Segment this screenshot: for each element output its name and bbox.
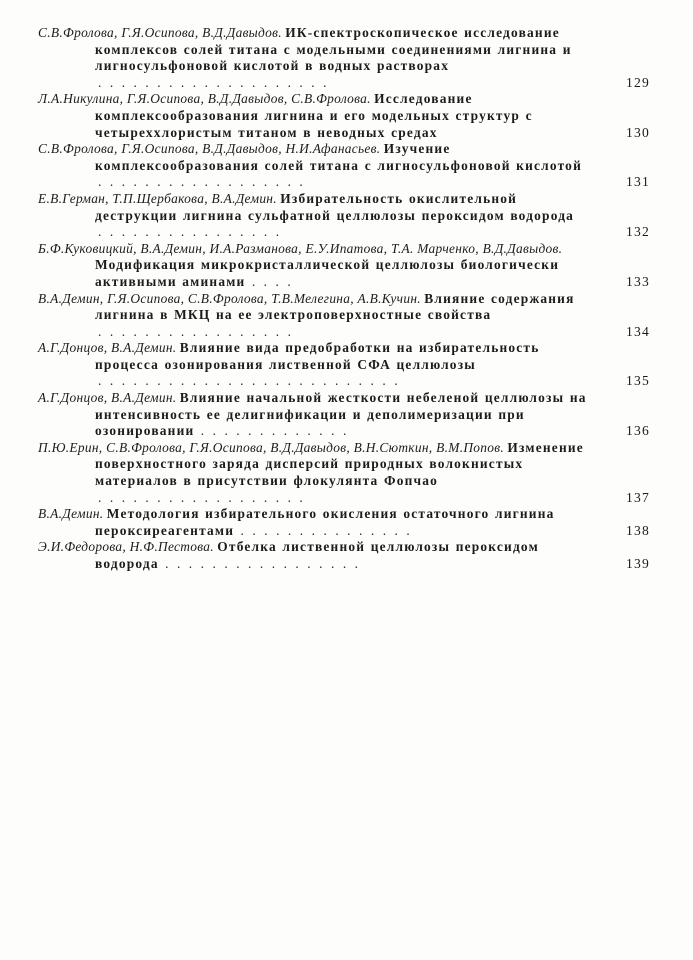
entry-title: Избирательность окислительной деструкции лигнина сульфатной целлюлозы пероксидом водорода <box>95 190 575 223</box>
entry-title: Влияние начальной жесткости небеленой целлюлозы на интенсивность ее делигнификации и деполимеризации при озонировании <box>95 390 587 439</box>
toc-entry <box>38 141 650 191</box>
entry-page-number: 134 <box>626 323 650 339</box>
dot-leader: .......................... <box>98 373 407 389</box>
dot-leader: ............. <box>200 423 355 439</box>
toc-entry <box>38 25 650 91</box>
entry-authors: С.В.Фролова, Г.Я.Осипова, В.Д.Давыдов, Н.И.Афанасьев. <box>38 141 381 157</box>
entry-title: Влияние содержания лигнина в МКЦ на ее электроповерхностные свойства <box>95 290 575 323</box>
entry-title: Модификация микрокристаллической целлюлозы биологически активными аминами <box>95 257 560 289</box>
toc-entry <box>38 506 650 539</box>
entry-authors: С.В.Фролова, Г.Я.Осипова, В.Д.Давыдов. <box>38 25 282 40</box>
toc-entry <box>38 91 650 141</box>
entry-title: Исследование комплексообразования лигнина и его модельных структур с четыреххлористым титаном в неводных средах <box>95 91 533 140</box>
dot-leader: .... <box>251 273 300 289</box>
entry-authors: Б.Ф.Куковицкий, В.А.Демин, И.А.Разманова, Е.У.Ипатова, Т.А. Марченко, В.Д.Давыдов. <box>38 240 563 256</box>
entry-authors: Е.В.Герман, Т.П.Щербакова, В.А.Демин. <box>38 190 277 206</box>
entry-title: Изменение поверхностного заряда дисперсий природных волокнистых материалов в присутствии флокулянта Фопчао <box>95 439 584 489</box>
dot-leader: ................. <box>165 556 367 571</box>
toc-entry <box>38 340 650 390</box>
entry-page-number: 138 <box>626 522 650 538</box>
toc-entry <box>38 191 650 241</box>
entry-page-number: 137 <box>626 489 650 505</box>
toc-entry <box>38 440 650 506</box>
entry-title: Влияние вида предобработки на избирательность процесса озонирования лиственной СФА целлюлозы <box>95 340 540 372</box>
entry-page-number: 133 <box>626 273 650 289</box>
entry-page-number: 131 <box>626 174 650 190</box>
entry-page-number: 135 <box>626 373 650 389</box>
entry-page-number: 132 <box>626 224 650 240</box>
dot-leader: ................. <box>98 323 300 339</box>
dot-leader: ................ <box>98 224 288 240</box>
entry-title: Изучение комплексообразования солей титана с лигносульфоновой кислотой <box>95 141 582 173</box>
toc-entry <box>38 241 650 291</box>
entry-page-number: 136 <box>626 423 650 439</box>
dot-leader: .................. <box>98 174 312 190</box>
entry-title: Методология избирательного окисления остаточного лигнина пероксиреагентами <box>95 506 555 538</box>
entry-authors: Л.А.Никулина, Г.Я.Осипова, В.Д.Давыдов, С.В.Фролова. <box>38 91 371 107</box>
entry-authors: В.А.Демин, Г.Я.Осипова, С.В.Фролова, Т.В.Мелегина, А.В.Кучин. <box>38 290 421 306</box>
dot-leader: .................... <box>98 74 335 90</box>
entry-page-number: 139 <box>626 556 650 571</box>
dot-leader: ............... <box>240 522 419 538</box>
toc-entry <box>38 291 650 341</box>
entry-authors: В.А.Демин. <box>38 506 104 522</box>
entry-title: ИК-спектроскопическое исследование комплексов солей титана с модельными соединениями лигнина и лигносульфоновой кислотой в водных растворах <box>95 25 572 74</box>
entry-authors: А.Г.Донцов, В.А.Демин. <box>38 390 177 406</box>
entry-authors: П.Ю.Ерин, С.В.Фролова, Г.Я.Осипова, В.Д.Давыдов, В.Н.Сюткин, В.М.Попов. <box>38 439 505 455</box>
toc-entry <box>38 539 650 572</box>
entry-title: Отбелка лиственной целлюлозы пероксидом водорода <box>95 539 539 571</box>
entry-page-number: 130 <box>626 124 650 140</box>
entry-page-number: 129 <box>626 74 650 90</box>
entry-authors: Э.И.Федорова, Н.Ф.Пестова. <box>38 539 214 555</box>
dot-leader: .................. <box>98 489 312 505</box>
toc-list <box>38 25 650 573</box>
entry-authors: А.Г.Донцов, В.А.Демин. <box>38 340 177 356</box>
toc-entry <box>38 390 650 440</box>
